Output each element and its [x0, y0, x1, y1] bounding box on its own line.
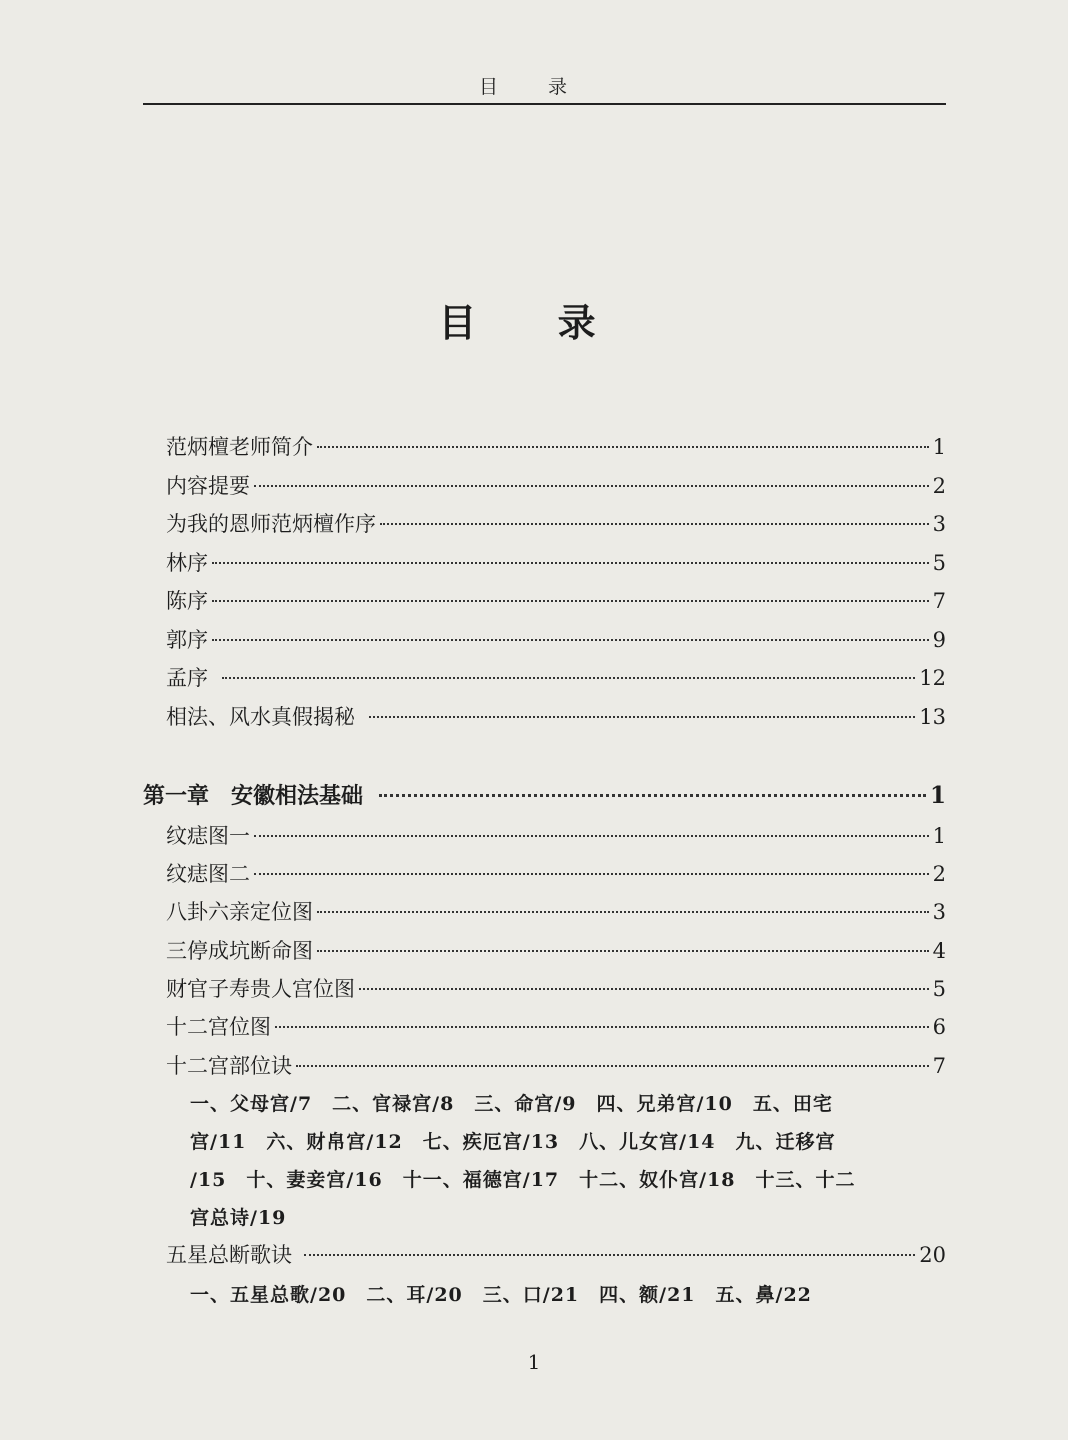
dot-leader — [254, 873, 929, 875]
toc-entry — [166, 936, 946, 966]
toc-entry-label: 林序 — [166, 551, 208, 575]
toc-entry — [166, 821, 946, 851]
chapter-label: 第一章 安徽相法基础 — [143, 784, 364, 809]
toc-entry-page: 7 — [932, 589, 946, 613]
dot-leader — [379, 794, 926, 797]
toc-entry — [166, 1012, 946, 1042]
toc-entry-page: 12 — [919, 666, 946, 690]
toc-entry — [166, 625, 946, 655]
toc-entry — [166, 432, 946, 462]
chapter-heading — [143, 781, 946, 812]
toc-entry-label: 孟序 — [166, 666, 208, 690]
toc-entry-page: 1 — [932, 435, 946, 459]
toc-entry — [166, 471, 946, 501]
dot-leader — [304, 1254, 915, 1256]
toc-entry-label: 为我的恩师范炳檀作序 — [166, 512, 376, 536]
sub-entry-line: 一、五星总歌/20 二、耳/20 三、口/21 四、额/21 五、鼻/22 — [190, 1284, 812, 1306]
toc-entry-page: 6 — [932, 1015, 946, 1039]
toc-entry-label: 纹痣图二 — [166, 862, 250, 886]
dot-leader — [317, 950, 929, 952]
toc-entry — [166, 663, 946, 693]
dot-leader — [254, 835, 929, 837]
toc-entry-label: 郭序 — [166, 628, 208, 652]
toc-entry-page: 3 — [932, 900, 946, 924]
toc-entry-label: 八卦六亲定位图 — [166, 900, 313, 924]
toc-entry-page: 5 — [932, 551, 946, 575]
dot-leader — [380, 523, 929, 525]
dot-leader — [212, 639, 929, 641]
dot-leader — [275, 1026, 929, 1028]
toc-entry-page: 5 — [932, 977, 946, 1001]
toc-entry — [166, 974, 946, 1004]
toc-entry — [166, 548, 946, 578]
dot-leader — [359, 988, 929, 990]
sub-entry-line: /15 十、妻妾宫/16 十一、福德宫/17 十二、奴仆宫/18 十三、十二 — [190, 1169, 856, 1191]
dot-leader — [222, 677, 915, 679]
sub-entry-line: 一、父母宫/7 二、官禄宫/8 三、命宫/9 四、兄弟宫/10 五、田宅 — [190, 1093, 833, 1115]
dot-leader — [317, 446, 929, 448]
toc-entry-label: 内容提要 — [166, 474, 250, 498]
toc-entry-page: 3 — [932, 512, 946, 536]
page-number: 1 — [527, 1350, 541, 1374]
toc-entry-label: 十二宫位图 — [166, 1015, 271, 1039]
dot-leader — [212, 562, 929, 564]
toc-entry-label: 十二宫部位诀 — [166, 1054, 292, 1078]
toc-entry-page: 2 — [932, 474, 946, 498]
dot-leader — [212, 600, 929, 602]
toc-entry — [166, 586, 946, 616]
toc-entry-label: 相法、风水真假揭秘 — [166, 705, 355, 729]
dot-leader — [317, 911, 929, 913]
dot-leader — [296, 1065, 929, 1067]
dot-leader — [369, 716, 915, 718]
toc-entry-label: 财官子寿贵人宫位图 — [166, 977, 355, 1001]
toc-entry — [166, 1240, 946, 1270]
chapter-page: 1 — [929, 782, 946, 809]
toc-entry — [166, 1051, 946, 1081]
sub-entry-line: 宫/11 六、财帛宫/12 七、疾厄宫/13 八、儿女宫/14 九、迁移宫 — [190, 1131, 836, 1153]
toc-entry-label: 范炳檀老师简介 — [166, 435, 313, 459]
toc-entry-page: 1 — [932, 824, 946, 848]
toc-entry — [166, 509, 946, 539]
toc-entry-page: 2 — [932, 862, 946, 886]
toc-entry-page: 4 — [932, 939, 946, 963]
toc-entry-label: 三停成坑断命图 — [166, 939, 313, 963]
dot-leader — [254, 485, 929, 487]
toc-entry-label: 五星总断歌诀 — [166, 1243, 292, 1267]
page-title: 目 录 — [438, 301, 630, 345]
toc-entry-label: 陈序 — [166, 589, 208, 613]
toc-entry-page: 13 — [919, 705, 946, 729]
sub-entry-line: 宫总诗/19 — [190, 1207, 287, 1229]
toc-entry-page: 7 — [932, 1054, 946, 1078]
toc-entry-page: 9 — [932, 628, 946, 652]
toc-entry-page: 20 — [919, 1243, 946, 1267]
running-head: 目 录 — [478, 76, 590, 98]
toc-entry — [166, 897, 946, 927]
toc-entry-label: 纹痣图一 — [166, 824, 250, 848]
toc-entry — [166, 859, 946, 889]
toc-entry — [166, 702, 946, 732]
